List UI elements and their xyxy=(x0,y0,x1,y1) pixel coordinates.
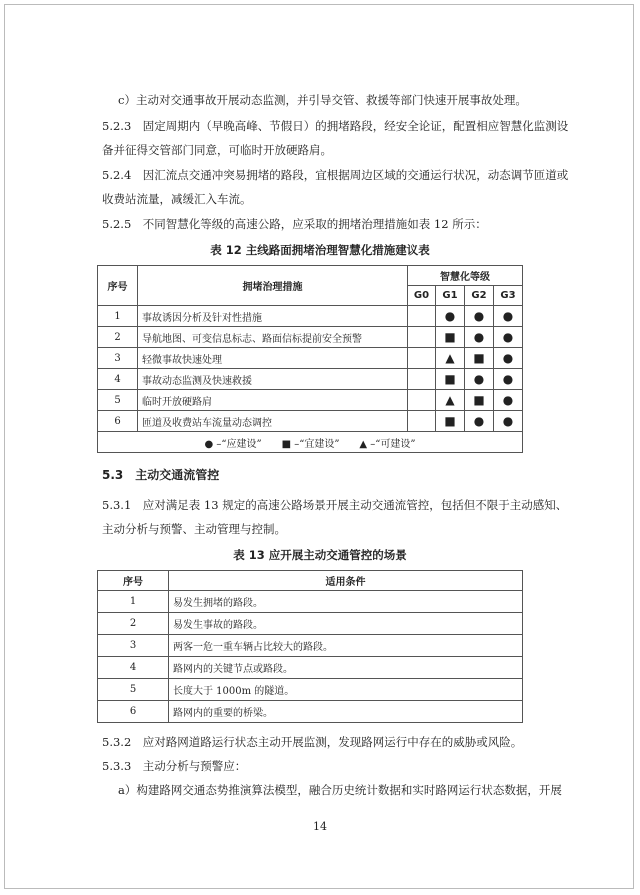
row-g2: ● xyxy=(465,327,494,348)
clause-5-2-3-line1: 5.2.3 固定周期内（早晚高峰、节假日）的拥堵路段，经安全论证，配置相应智慧化监测设 xyxy=(102,119,569,133)
clause-5-2-5: 5.2.5 不同智慧化等级的高速公路，应采取的拥堵治理措施如表 12 所示： xyxy=(102,217,487,231)
row-seq: 3 xyxy=(98,635,169,657)
table13 xyxy=(97,570,523,723)
row-g0 xyxy=(408,411,436,432)
row-g3: ● xyxy=(494,369,523,390)
table-row xyxy=(98,390,523,411)
row-g0 xyxy=(408,327,436,348)
row-cond: 长度大于 1000m 的隧道。 xyxy=(169,679,523,701)
table12-caption: 表 12 主线路面拥堵治理智慧化措施建议表 xyxy=(210,243,430,257)
table12 xyxy=(97,265,523,453)
table12-header-measure: 拥堵治理措施 xyxy=(138,266,408,306)
table13-caption: 表 13 应开展主动交通管控的场景 xyxy=(233,548,407,562)
row-g1: ■ xyxy=(436,327,465,348)
row-seq: 4 xyxy=(98,657,169,679)
section-5-3-heading: 5.3 主动交通流管控 xyxy=(102,468,220,482)
table-row xyxy=(98,635,523,657)
row-cond: 路网内的重要的桥梁。 xyxy=(169,701,523,723)
table12-header-seq: 序号 xyxy=(98,266,138,306)
row-g3: ● xyxy=(494,390,523,411)
row-measure: 导航地图、可变信息标志、路面信标提前安全预警 xyxy=(138,327,408,348)
row-measure: 事故动态监测及快速救援 xyxy=(138,369,408,390)
level-g3: G3 xyxy=(494,286,523,306)
row-g3: ● xyxy=(494,411,523,432)
table-row xyxy=(98,657,523,679)
row-g3: ● xyxy=(494,348,523,369)
row-seq: 2 xyxy=(98,327,138,348)
table-row xyxy=(98,306,523,327)
clause-5-3-3: 5.3.3 主动分析与预警应： xyxy=(102,759,247,773)
table-row xyxy=(98,679,523,701)
table-row xyxy=(98,591,523,613)
row-measure: 匝道及收费站车流量动态调控 xyxy=(138,411,408,432)
level-g0: G0 xyxy=(408,286,436,306)
row-seq: 3 xyxy=(98,348,138,369)
row-g0 xyxy=(408,306,436,327)
row-seq: 4 xyxy=(98,369,138,390)
row-cond: 易发生拥堵的路段。 xyxy=(169,591,523,613)
row-seq: 5 xyxy=(98,390,138,411)
table-row xyxy=(98,327,523,348)
row-seq: 1 xyxy=(98,591,169,613)
item-a: a）构建路网交通态势推演算法模型，融合历史统计数据和实时路网运行状态数据，开展 xyxy=(118,783,562,797)
row-g2: ● xyxy=(465,369,494,390)
row-g1: ▲ xyxy=(436,390,465,411)
table-row xyxy=(98,613,523,635)
clause-5-2-4-line1: 5.2.4 因汇流点交通冲突易拥堵的路段，宜根据周边区域的交通运行状况，动态调节匝道或 xyxy=(102,168,569,182)
row-seq: 5 xyxy=(98,679,169,701)
row-measure: 事故诱因分析及针对性措施 xyxy=(138,306,408,327)
table-row xyxy=(98,348,523,369)
row-g2: ● xyxy=(465,306,494,327)
row-seq: 6 xyxy=(98,411,138,432)
clause-5-3-1-line1: 5.3.1 应对满足表 13 规定的高速公路场景开展主动交通流管控，包括但不限于主动感知、 xyxy=(102,498,568,512)
row-seq: 6 xyxy=(98,701,169,723)
clause-5-2-4-line2: 收费站流量，减缓汇入车流。 xyxy=(102,192,252,206)
row-g2: ● xyxy=(465,411,494,432)
row-cond: 两客一危一重车辆占比较大的路段。 xyxy=(169,635,523,657)
row-measure: 临时开放硬路肩 xyxy=(138,390,408,411)
row-g1: ▲ xyxy=(436,348,465,369)
row-g3: ● xyxy=(494,327,523,348)
item-c: c）主动对交通事故开展动态监测，并引导交管、救援等部门快速开展事故处理。 xyxy=(118,93,527,107)
table-row xyxy=(98,411,523,432)
row-g1: ■ xyxy=(436,411,465,432)
row-g1: ■ xyxy=(436,369,465,390)
table-row xyxy=(98,701,523,723)
level-g1: G1 xyxy=(436,286,465,306)
table13-header-seq: 序号 xyxy=(98,571,169,591)
row-seq: 2 xyxy=(98,613,169,635)
table12-legend: ● –“应建设” ■ –“宜建设” ▲ –“可建设” xyxy=(98,432,523,453)
row-g1: ● xyxy=(436,306,465,327)
row-seq: 1 xyxy=(98,306,138,327)
clause-5-3-1-line2: 主动分析与预警、主动管理与控制。 xyxy=(102,522,286,536)
row-g3: ● xyxy=(494,306,523,327)
table-row xyxy=(98,369,523,390)
row-g0 xyxy=(408,369,436,390)
row-cond: 易发生事故的路段。 xyxy=(169,613,523,635)
row-measure: 轻微事故快速处理 xyxy=(138,348,408,369)
level-g2: G2 xyxy=(465,286,494,306)
table12-header-level: 智慧化等级 xyxy=(408,266,523,286)
row-g0 xyxy=(408,390,436,411)
row-cond: 路网内的关键节点或路段。 xyxy=(169,657,523,679)
clause-5-3-2: 5.3.2 应对路网道路运行状态主动开展监测，发现路网运行中存在的威胁或风险。 xyxy=(102,735,523,749)
row-g0 xyxy=(408,348,436,369)
page-number: 14 xyxy=(313,820,327,833)
row-g2: ■ xyxy=(465,348,494,369)
table13-header-cond: 适用条件 xyxy=(169,571,523,591)
clause-5-2-3-line2: 备并征得交管部门同意，可临时开放硬路肩。 xyxy=(102,143,332,157)
row-g2: ■ xyxy=(465,390,494,411)
